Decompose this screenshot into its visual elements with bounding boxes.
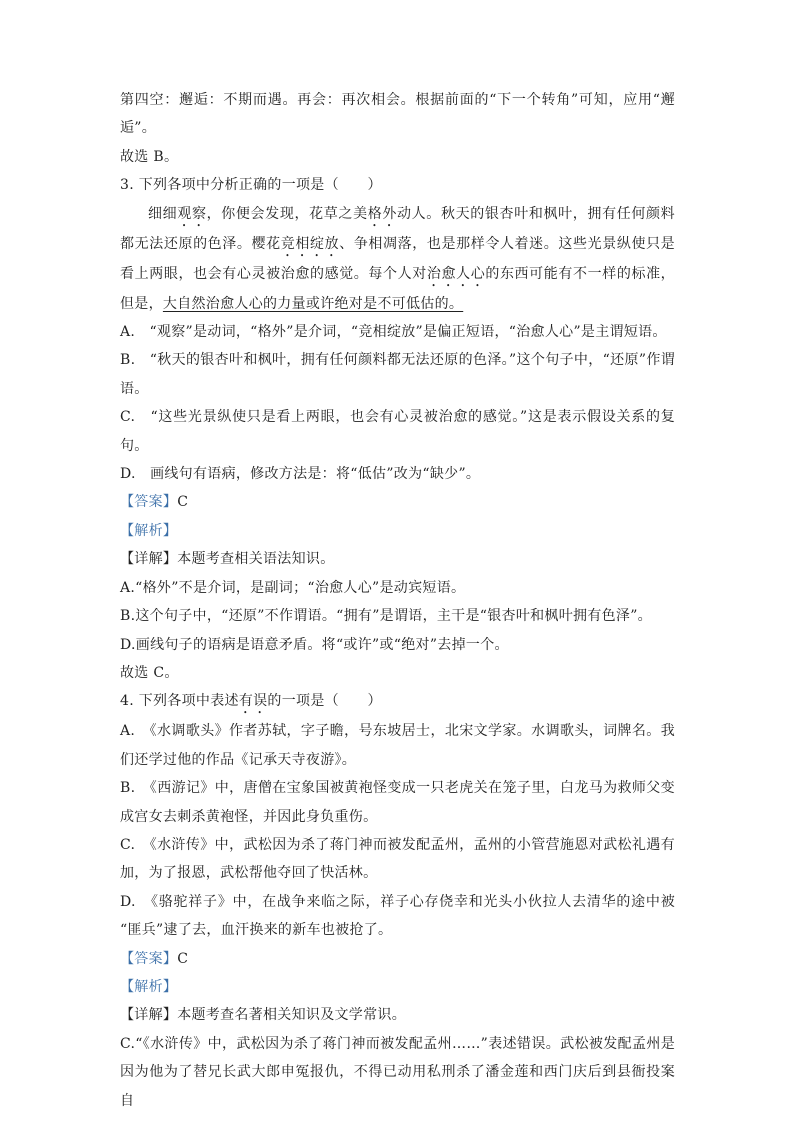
question-4-analysis-label [120,973,675,1001]
title-text: 4. 下列各项中表述 [120,693,239,710]
question-3-detail-line: 【详解】本题考查相关语法知识。 [120,551,335,568]
question-3-analysis-label [120,517,675,545]
passage-text: 细细 [148,205,178,222]
question-3-explain-b: B.这个句子中，“还原”不作谓语。“拥有”是谓语，主干是“银杏叶和枫叶拥有色泽”。 [120,608,652,625]
question-3-explain-d: D.画线句子的语病是语意矛盾。将“或许”或“绝对”去掉一个。 [120,636,509,653]
question-3-title: 3. 下列各项中分析正确的一项是（ ） [120,177,382,194]
question-4-option-b: B. 《西游记》中，唐僧在宝象国被黄袍怪变成一只老虎关在笼子里，白龙马为救师父变成宫女去刺杀黄袍怪，并因此身负重伤。 [120,780,675,825]
question-4-option-a: A. 《水调歌头》作者苏轼，字子瞻，号东坡居士，北宋文学家。水调歌头，词牌名。我们还学过他的作品《记承天寺夜游》。 [120,723,675,768]
question-3-passage [120,200,675,318]
passage-text: 、争相凋落，也是那样令人着迷。这些光景纵使只是看上两眼，也会有心灵被治愈的感觉。每个人对 [120,235,675,282]
question-4-explain-c: C.“《水浒传》中，武松因为杀了蒋门神而被发配孟州……”表述错误。武松被发配孟州是因为他为了替兄长武大郎申冤报仇，不得已动用私刑杀了潘金莲和西门庆后到县衙投案自 [120,1035,675,1109]
question-3-option-c: C. “这些光景纵使只是看上两眼，也会有心灵被治愈的感觉。”这是表示假设关系的复句。 [120,409,675,454]
prev-explanation-line: 第四空：邂逅：不期而遇。再会：再次相会。根据前面的“下一个转角”可知，应用“邂逅”。 [120,92,675,137]
answer-label: 【答案】 [120,950,178,967]
prev-conclusion-line: 故选 B。 [120,148,179,165]
question-3-option-d: D. 画线句有语病，修改方法是：将“低估”改为“缺少”。 [120,466,481,483]
passage-text: ，你便会发现，花草之美 [206,205,368,222]
passage-underlined-sentence: 大自然治愈人心的力量或许绝对是不可低估的。 [162,295,464,312]
answer-value: C [177,494,189,511]
analysis-label: 【解析】 [120,978,178,995]
answer-value: C [177,950,189,967]
question-4-option-d: D. 《骆驼祥子》中，在战争来临之际，祥子心存侥幸和光头小伙拉人去清华的途中被“匪兵”逮了去，血汗换来的新车也被抢了。 [120,893,675,939]
passage-text: 的东西可能有不一样的标准，但是， [120,265,675,312]
passage-emphasis-gewai: 格外 [367,205,398,222]
question-4-answer-line [120,945,675,973]
question-3-option-a: A. “观察”是动词，“格外”是介词，“竞相绽放”是偏正短语，“治愈人心”是主谓短语。 [120,324,667,341]
passage-emphasis-zhiyurenxin: 治愈人心 [426,265,486,282]
question-3-explain-a: A.“格外”不是介词，是副词；“治愈人心”是动宾短语。 [120,579,466,596]
question-3-option-b: B. “秋天的银杏叶和枫叶，拥有任何颜料都无法还原的色泽。”这个句子中，“还原”作谓语。 [120,352,675,397]
question-4-title [120,687,675,717]
passage-emphasis-guancha: 观察 [177,205,207,222]
title-text: 的一项是（ ） [267,693,382,710]
title-emphasis-youwu: 有误 [238,693,268,710]
analysis-label: 【解析】 [120,522,178,539]
question-4-detail-line: 【详解】本题考查名著相关知识及文学常识。 [120,1007,406,1024]
question-3-conclusion: 故选 C。 [120,664,179,681]
passage-emphasis-jingxiangzhanfang: 竞相绽放 [280,235,340,252]
question-4-option-c: C. 《水浒传》中，武松因为杀了蒋门神而被发配孟州，孟州的小管营施恩对武松礼遇有加，为了报恩，武松帮他夺回了快活林。 [120,836,675,882]
passage-text: 动人。秋天的银杏叶和枫叶，拥有任何颜料都无法还原的色泽。樱花 [120,205,675,252]
answer-label: 【答案】 [120,494,178,511]
question-3-answer-line [120,488,675,516]
